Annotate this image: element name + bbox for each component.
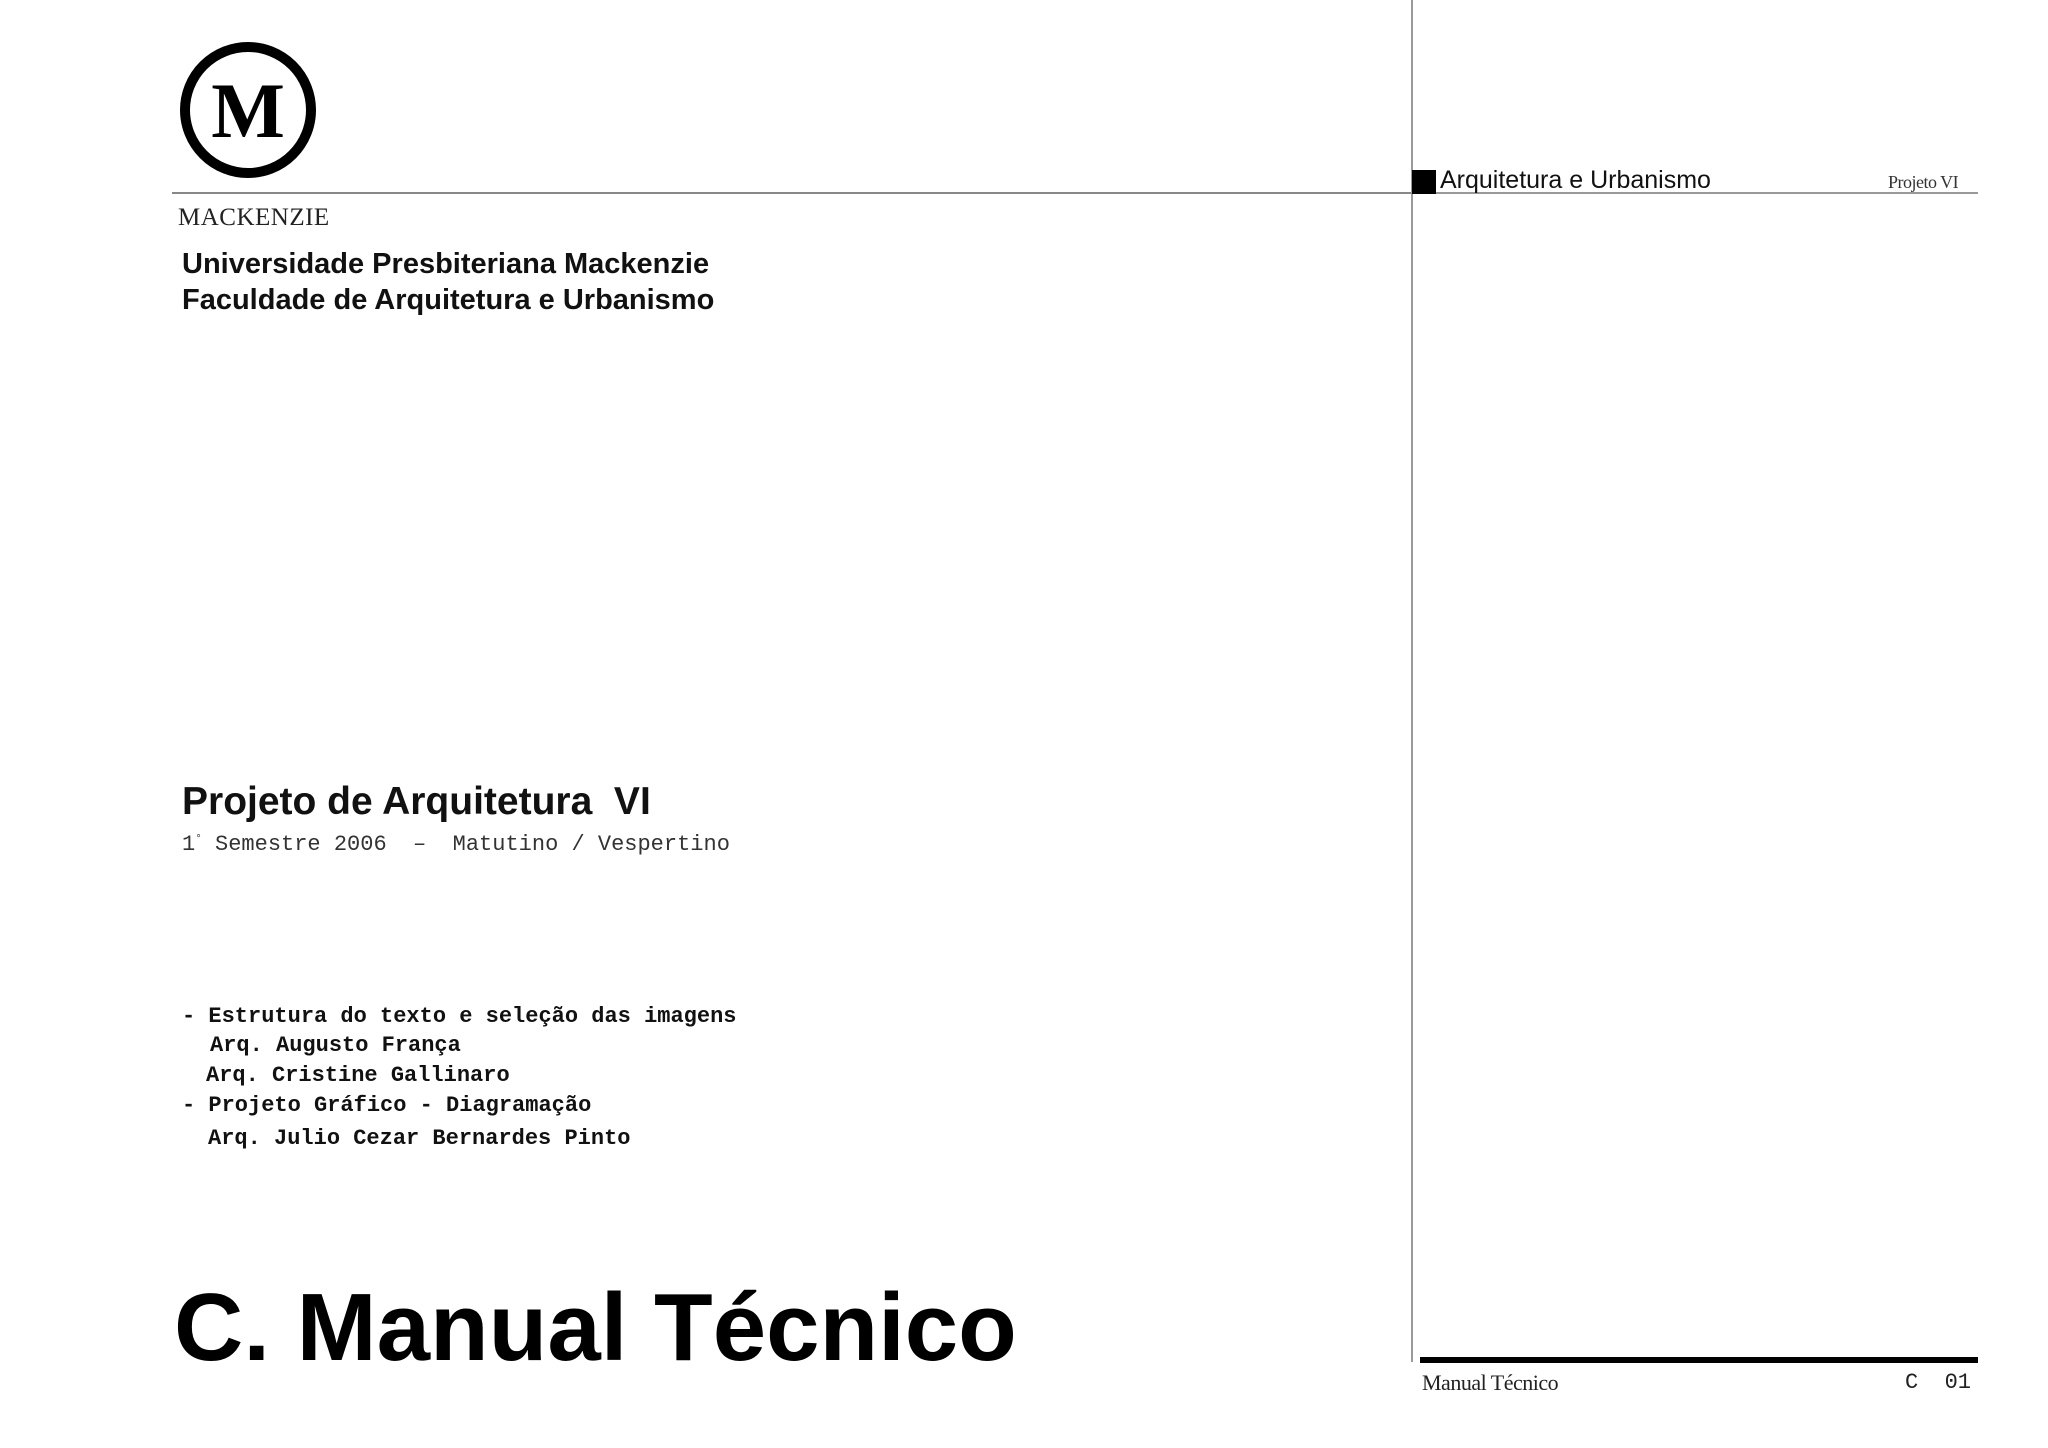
vertical-divider [1411, 0, 1413, 1362]
logo-wordmark: MACKENZIE [178, 204, 330, 231]
footer-section-name: Manual Técnico [1422, 1370, 1559, 1395]
semester-text: Semestre 2006 – Matutino / Vespertino [201, 832, 730, 857]
ordinal-mark: ° [195, 833, 202, 846]
credit-line: Arq. Cristine Gallinaro [206, 1063, 510, 1088]
section-heading: C. Manual Técnico [174, 1274, 1017, 1381]
project-subtitle [182, 832, 730, 857]
university-name: Universidade Presbiteriana Mackenzie [182, 248, 710, 280]
header-square-marker [1412, 170, 1436, 194]
credit-line: Arq. Julio Cezar Bernardes Pinto [208, 1126, 631, 1151]
credit-line: - Estrutura do texto e seleção das imagens [182, 1004, 737, 1029]
mackenzie-logo [178, 40, 318, 180]
semester-ordinal: 1 [182, 832, 196, 857]
logo-letter: M [211, 67, 285, 154]
header-tag: Projeto VI [1888, 172, 1959, 192]
faculty-name: Faculdade de Arquitetura e Urbanismo [182, 284, 715, 316]
top-rule-left [172, 192, 1412, 194]
footer-rule [1420, 1357, 1978, 1363]
page-number: C 01 [1905, 1370, 1972, 1395]
credit-line: - Projeto Gráfico - Diagramação [182, 1093, 592, 1118]
header-title: Arquitetura e Urbanismo [1440, 166, 1711, 194]
project-title: Projeto de Arquitetura VI [182, 780, 651, 823]
credit-line: Arq. Augusto França [210, 1033, 461, 1058]
